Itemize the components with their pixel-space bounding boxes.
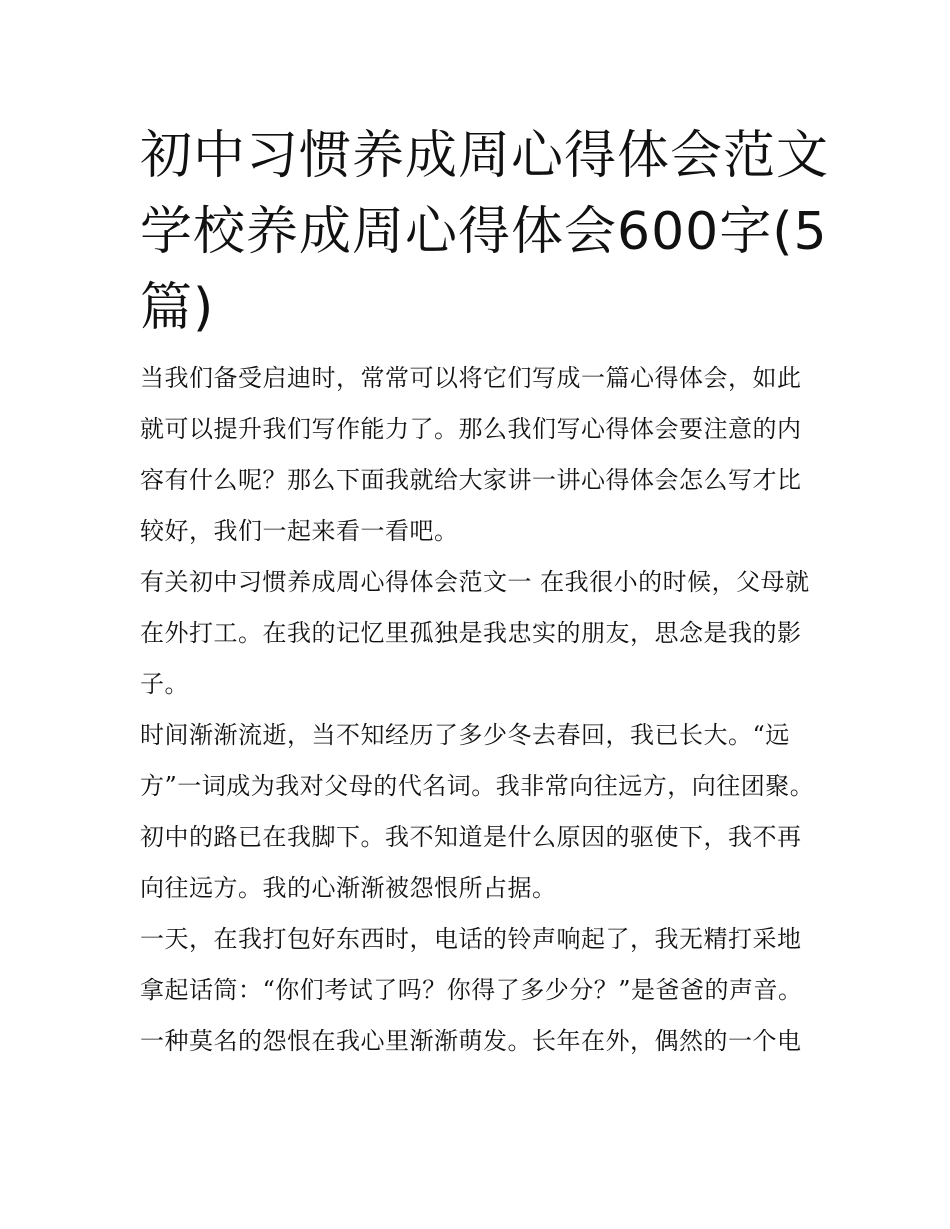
- paragraph-phone-call: 一天，在我打包好东西时，电话的铃声响起了，我无精打采地拿起话筒：“你们考试了吗？你得了多少分？”是爸爸的声音。一种莫名的怨恨在我心里渐渐萌发。长年在外，偶然的一个电: [140, 925, 803, 1055]
- paragraph-essay-start: 有关初中习惯养成周心得体会范文一 在我很小的时候，父母就在外打工。在我的记忆里孤独是我忠实的朋友，思念是我的影子。: [140, 568, 810, 698]
- paragraph-time-passing: 时间渐渐流逝，当不知经历了多少冬去春回，我已长大。“远方”一词成为我对父母的代名词。我非常向往远方，向往团聚。: [140, 721, 815, 800]
- paragraph-intro: 当我们备受启迪时，常常可以将它们写成一篇心得体会，如此就可以提升我们写作能力了。那么我们写心得体会要注意的内容有什么呢？那么下面我就给大家讲一讲心得体会怎么写才比较好，我们一起来看一看吧。: [140, 364, 802, 545]
- paragraph-junior-high: 初中的路已在我脚下。我不知道是什么原因的驱使下，我不再向往远方。我的心渐渐被怨恨所占据。: [140, 823, 802, 902]
- document-title: 初中习惯养成周心得体会范文学校养成周心得体会600字(5篇): [140, 126, 830, 338]
- document-body: [140, 353, 815, 1067]
